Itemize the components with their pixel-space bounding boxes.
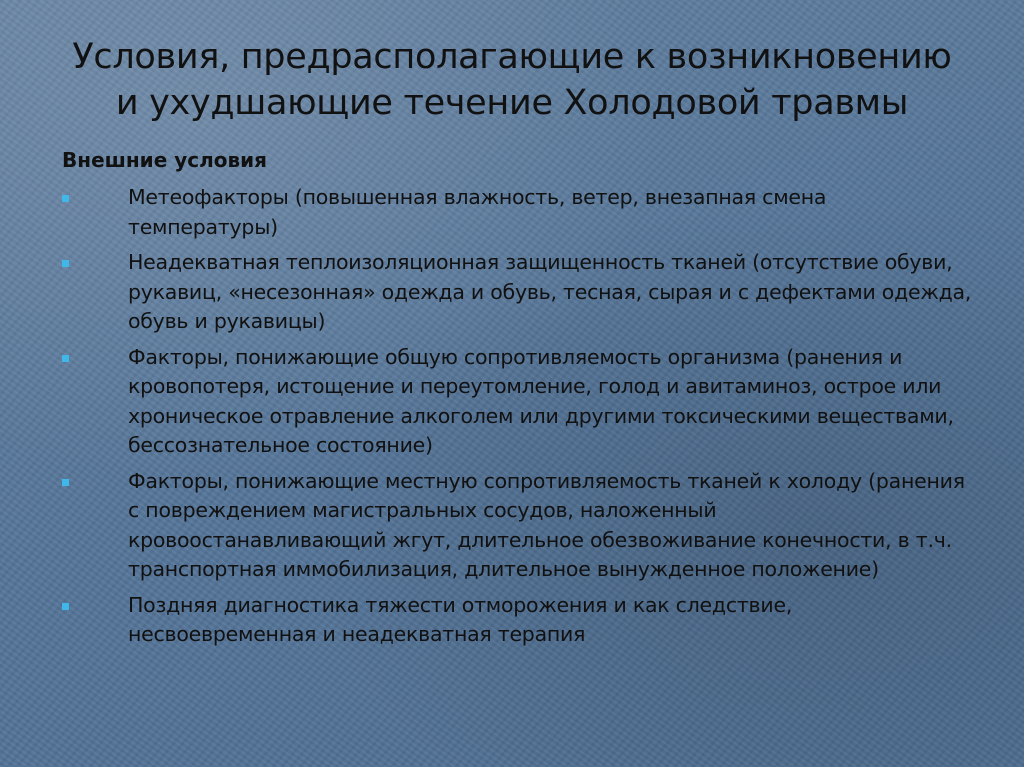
square-bullet-icon bbox=[62, 355, 69, 362]
bullet-text: Факторы, понижающие общую сопротивляемость организма (ранения и кровопотеря, истощение и переутомление, голод и авитаминоз, острое или хроническое отравление алкоголем или другими токсическими веществами, бессознательное состояние) bbox=[128, 344, 954, 457]
bullet-text: Метеофакторы (повышенная влажность, ветер, внезапная смена температуры) bbox=[128, 185, 827, 239]
bullet-list bbox=[60, 183, 980, 656]
slide-title-line: и ухудшающие течение Холодовой травмы bbox=[115, 83, 909, 123]
square-bullet-icon bbox=[62, 603, 69, 610]
bullet-item bbox=[60, 343, 980, 461]
slide-title-line: Условия, предрасполагающие к возникновению bbox=[72, 37, 952, 77]
bullet-text: Поздняя диагностика тяжести отморожения и как следствие, несвоевременная и неадекватная терапия bbox=[128, 592, 793, 646]
bullet-item bbox=[60, 467, 980, 585]
bullet-text: Неадекватная теплоизоляционная защищенность тканей (отсутствие обуви, рукавиц, «несезонная» одежда и обувь, тесная, сырая и с дефектами одежда, обувь и рукавицы) bbox=[128, 250, 972, 333]
bullet-item bbox=[60, 248, 980, 337]
bullet-item bbox=[60, 183, 980, 242]
section-heading: Внешние условия bbox=[62, 148, 268, 172]
square-bullet-icon bbox=[62, 195, 69, 202]
slide-title bbox=[40, 34, 984, 126]
square-bullet-icon bbox=[62, 260, 69, 267]
bullet-item bbox=[60, 591, 980, 650]
square-bullet-icon bbox=[62, 479, 69, 486]
bullet-text: Факторы, понижающие местную сопротивляемость тканей к холоду (ранения с повреждением магистральных сосудов, наложенный кровоостанавливающий жгут, длительное обезвоживание конечности, в т.ч. транспортная иммобилизация, длительное вынужденное положение) bbox=[128, 468, 965, 581]
